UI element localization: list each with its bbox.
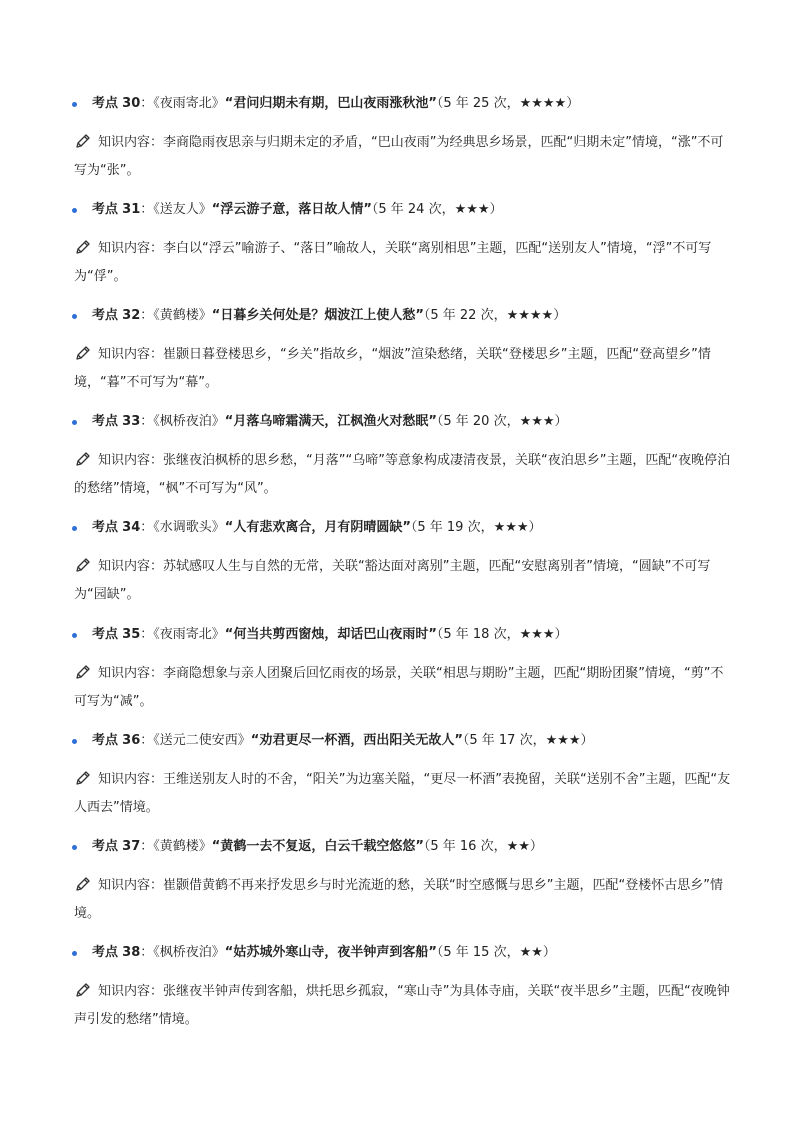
knowledge-label: 知识内容：: [98, 241, 164, 256]
knowledge-content: [74, 235, 734, 291]
knowledge-label: 知识内容：: [98, 135, 164, 150]
bullet-icon: [72, 102, 77, 107]
bullet-icon: [72, 314, 77, 319]
knowledge-text: 李商隐雨夜思亲与归期未定的矛盾，“巴山夜雨”为经典思乡场景，匹配“归期未定”情境，“涨”不可写为“张”。: [74, 135, 724, 178]
knowledge-text: 李商隐想象与亲人团聚后回忆雨夜的场景，关联“相思与期盼”主题，匹配“期盼团聚”情境，“剪”不可写为“减”。: [74, 666, 724, 709]
frequency-stats: （5 年 15 次，★★）: [436, 945, 556, 960]
knowledge-content: [74, 872, 734, 928]
point-heading: 考点 34：《水调歌头》“人有悲欢离合，月有阴晴圆缺”（5 年 19 次，★★★）: [0, 517, 760, 539]
frequency-stats: （5 年 25 次，★★★★）: [436, 96, 580, 111]
poem-quote: “何当共剪西窗烛，却话巴山夜雨时”: [224, 627, 437, 642]
point-heading: 考点 37：《黄鹤楼》“黄鹤一去不复返，白云千载空悠悠”（5 年 16 次，★★）: [0, 836, 760, 858]
point-label: 考点: [92, 627, 119, 642]
poem-quote: “浮云游子意，落日故人情”: [211, 202, 372, 217]
point-label: 考点: [92, 945, 119, 960]
knowledge-text: 张继夜半钟声传到客船，烘托思乡孤寂，“寒山寺”为具体寺庙，关联“夜半思乡”主题，匹配“夜晚钟声引发的愁绪”情境。: [74, 984, 730, 1027]
knowledge-label: 知识内容：: [98, 984, 164, 999]
knowledge-label: 知识内容：: [98, 666, 164, 681]
knowledge-label: 知识内容：: [98, 559, 164, 574]
poem-quote: “劝君更尽一杯酒，西出阳关无故人”: [250, 733, 463, 748]
frequency-stats: （5 年 16 次，★★）: [423, 839, 543, 854]
point-number: 37: [122, 839, 141, 854]
point-heading: 考点 35：《夜雨寄北》“何当共剪西窗烛，却话巴山夜雨时”（5 年 18 次，★★★）: [0, 624, 760, 646]
poem-quote: “君问归期未有期，巴山夜雨涨秋池”: [224, 96, 437, 111]
knowledge-content: [74, 129, 734, 185]
point-heading: 考点 33：《枫桥夜泊》“月落乌啼霜满天，江枫渔火对愁眠”（5 年 20 次，★★★）: [0, 411, 760, 433]
point-heading: 考点 38：《枫桥夜泊》“姑苏城外寒山寺，夜半钟声到客船”（5 年 15 次，★★）: [0, 942, 760, 964]
frequency-stats: （5 年 19 次，★★★）: [410, 520, 542, 535]
frequency-stats: （5 年 22 次，★★★★）: [423, 308, 567, 323]
poem-title: 《黄鹤楼》: [153, 308, 212, 323]
point-heading: 考点 36：《送元二使安西》“劝君更尽一杯酒，西出阳关无故人”（5 年 17 次，★★★）: [0, 730, 760, 752]
point-number: 36: [122, 733, 141, 748]
point-label: 考点: [92, 308, 119, 323]
knowledge-text: 王维送别友人时的不舍，“阳关”为边塞关隘，“更尽一杯酒”表挽留，关联“送别不舍”主题，匹配“友人西去”情境。: [74, 772, 731, 815]
point-heading: 考点 32：《黄鹤楼》“日暮乡关何处是？烟波江上使人愁”（5 年 22 次，★★★★）: [0, 305, 760, 327]
point-label: 考点: [92, 96, 119, 111]
point-label: 考点: [92, 202, 119, 217]
poem-quote: “月落乌啼霜满天，江枫渔火对愁眠”: [224, 414, 437, 429]
knowledge-content: [74, 660, 734, 716]
bullet-icon: [72, 845, 77, 850]
poem-title: 《送元二使安西》: [153, 733, 251, 748]
point-heading: 考点 30：《夜雨寄北》“君问归期未有期，巴山夜雨涨秋池”（5 年 25 次，★★★★）: [0, 93, 760, 115]
poem-title: 《送友人》: [153, 202, 212, 217]
knowledge-label: 知识内容：: [98, 772, 164, 787]
knowledge-text: 苏轼感叹人生与自然的无常，关联“豁达面对离别”主题，匹配“安慰离别者”情境，“圆缺”不可写为“园缺”。: [74, 559, 711, 602]
frequency-stats: （5 年 17 次，★★★）: [462, 733, 594, 748]
knowledge-text: 崔颢日暮登楼思乡，“乡关”指故乡，“烟波”渲染愁绪，关联“登楼思乡”主题，匹配“登高望乡”情境，“暮”不可写为“幕”。: [74, 347, 711, 390]
knowledge-content: [74, 978, 734, 1034]
poem-title: 《枫桥夜泊》: [153, 414, 225, 429]
knowledge-text: 张继夜泊枫桥的思乡愁，“月落”“乌啼”等意象构成凄清夜景，关联“夜泊思乡”主题，匹配“夜晚停泊的愁绪”情境，“枫”不可写为“风”。: [74, 453, 731, 496]
knowledge-label: 知识内容：: [98, 347, 164, 362]
point-number: 30: [122, 96, 141, 111]
knowledge-label: 知识内容：: [98, 453, 164, 468]
bullet-icon: [72, 739, 77, 744]
frequency-stats: （5 年 18 次，★★★）: [436, 627, 568, 642]
poem-quote: “日暮乡关何处是？烟波江上使人愁”: [211, 308, 424, 323]
point-label: 考点: [92, 733, 119, 748]
point-number: 31: [122, 202, 141, 217]
point-number: 32: [122, 308, 141, 323]
point-number: 35: [122, 627, 141, 642]
poem-title: 《夜雨寄北》: [153, 627, 225, 642]
knowledge-text: 李白以“浮云”喻游子、“落日”喻故人，关联“离别相思”主题，匹配“送别友人”情境，“浮”不可写为“俘”。: [74, 241, 712, 284]
poem-title: 《枫桥夜泊》: [153, 945, 225, 960]
poem-quote: “人有悲欢离合，月有阴晴圆缺”: [224, 520, 411, 535]
knowledge-label: 知识内容：: [98, 878, 164, 893]
bullet-icon: [72, 526, 77, 531]
point-heading: 考点 31：《送友人》“浮云游子意，落日故人情”（5 年 24 次，★★★）: [0, 199, 760, 221]
poem-quote: “黄鹤一去不复返，白云千载空悠悠”: [211, 839, 424, 854]
knowledge-content: [74, 447, 734, 503]
knowledge-text: 崔颢借黄鹤不再来抒发思乡与时光流逝的愁，关联“时空感慨与思乡”主题，匹配“登楼怀古思乡”情境。: [74, 878, 723, 921]
point-number: 38: [122, 945, 141, 960]
point-number: 34: [122, 520, 141, 535]
knowledge-content: [74, 553, 734, 609]
poem-quote: “姑苏城外寒山寺，夜半钟声到客船”: [224, 945, 437, 960]
point-label: 考点: [92, 839, 119, 854]
bullet-icon: [72, 633, 77, 638]
poem-title: 《夜雨寄北》: [153, 96, 225, 111]
frequency-stats: （5 年 20 次，★★★）: [436, 414, 568, 429]
bullet-icon: [72, 420, 77, 425]
point-label: 考点: [92, 520, 119, 535]
poem-title: 《黄鹤楼》: [153, 839, 212, 854]
poem-title: 《水调歌头》: [153, 520, 225, 535]
point-number: 33: [122, 414, 141, 429]
point-label: 考点: [92, 414, 119, 429]
bullet-icon: [72, 951, 77, 956]
knowledge-content: [74, 341, 734, 397]
bullet-icon: [72, 208, 77, 213]
frequency-stats: （5 年 24 次，★★★）: [371, 202, 503, 217]
knowledge-content: [74, 766, 734, 822]
